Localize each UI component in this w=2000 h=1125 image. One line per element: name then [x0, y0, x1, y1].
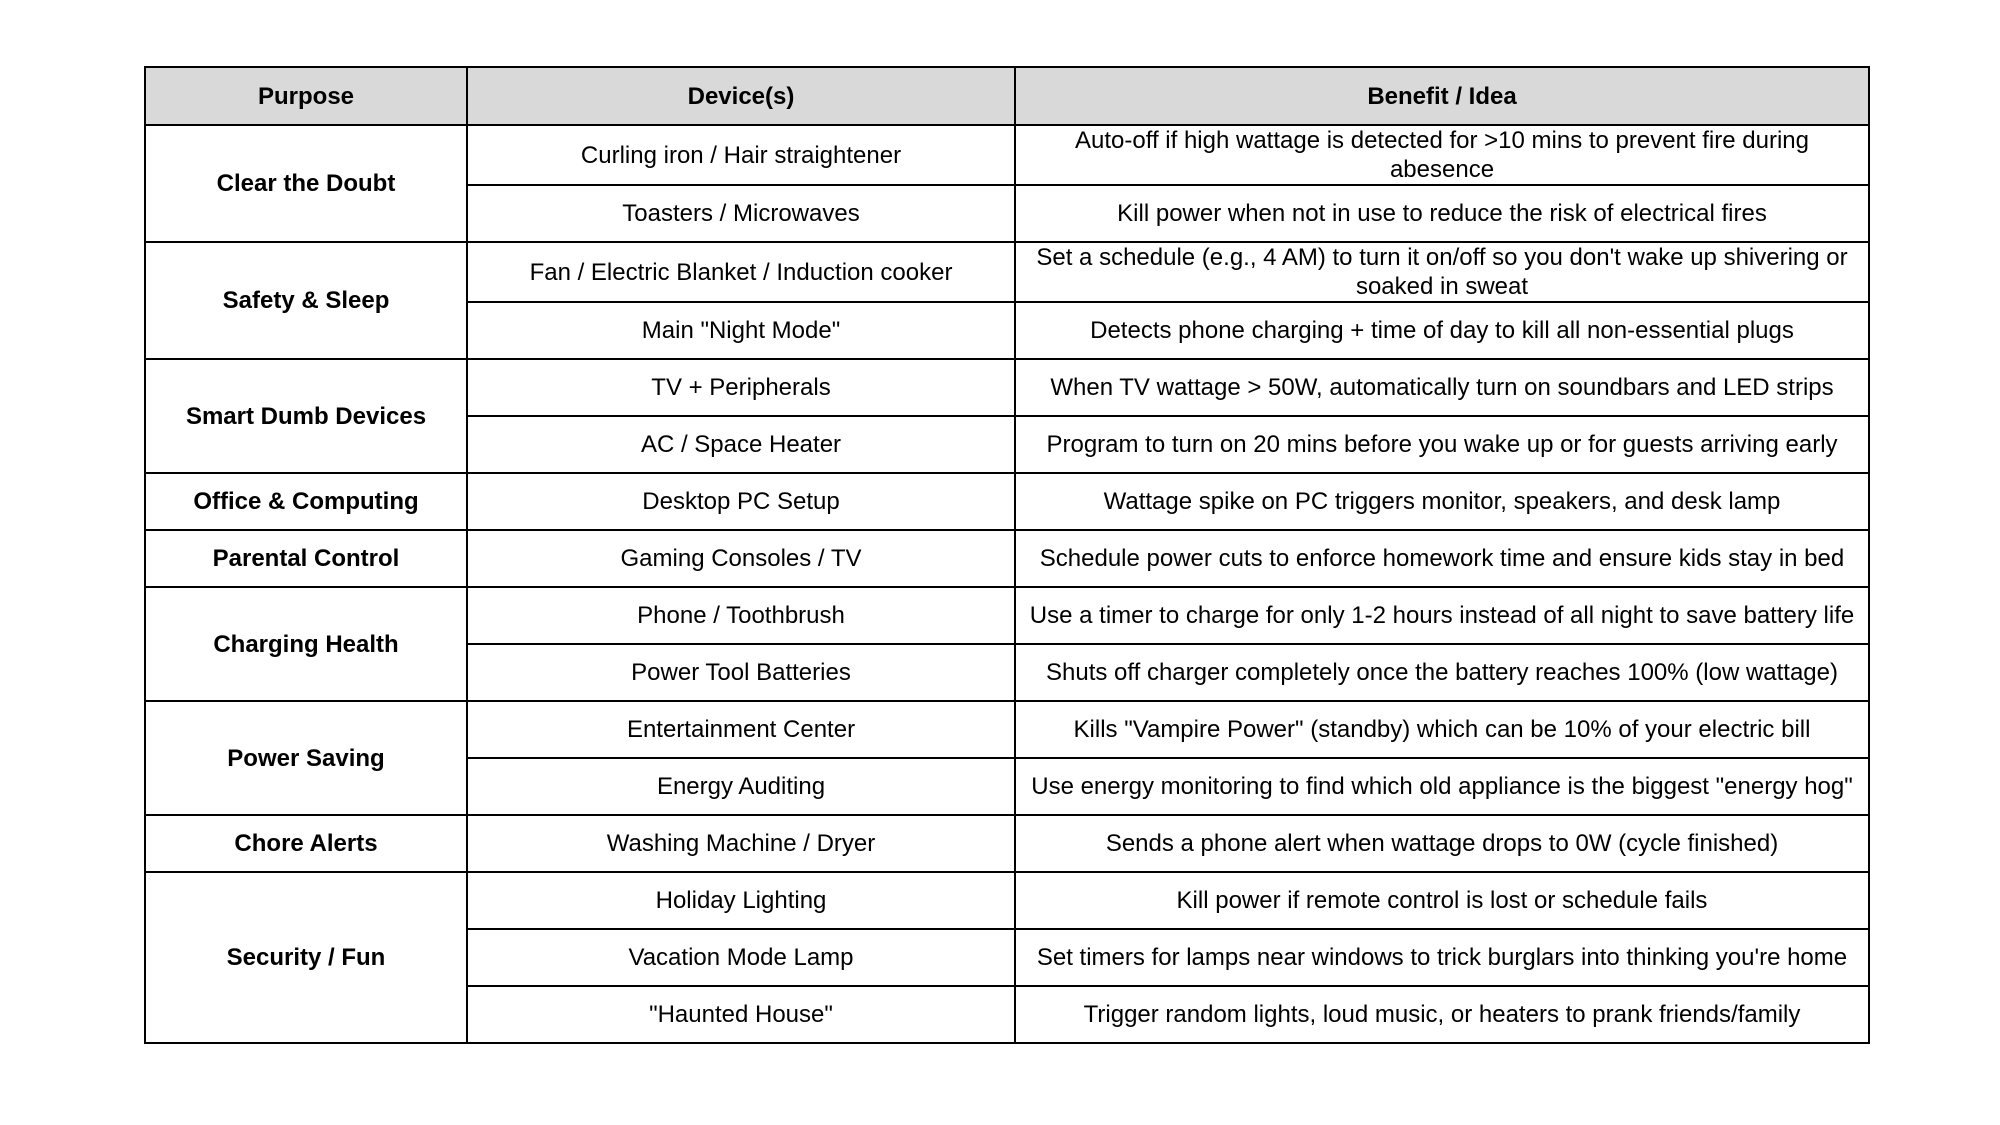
purpose-cell: Chore Alerts — [145, 815, 467, 872]
device-cell: TV + Peripherals — [467, 359, 1015, 416]
benefit-cell: Sends a phone alert when wattage drops to 0W (cycle finished) — [1015, 815, 1869, 872]
benefit-cell: Kills "Vampire Power" (standby) which can be 10% of your electric bill — [1015, 701, 1869, 758]
device-cell: Washing Machine / Dryer — [467, 815, 1015, 872]
table-row — [145, 701, 1869, 758]
device-cell: Phone / Toothbrush — [467, 587, 1015, 644]
purpose-cell: Parental Control — [145, 530, 467, 587]
benefit-cell: Detects phone charging + time of day to kill all non-essential plugs — [1015, 302, 1869, 359]
header-purpose: Purpose — [145, 67, 467, 125]
device-cell: Curling iron / Hair straightener — [467, 125, 1015, 185]
header-row — [145, 67, 1869, 125]
benefit-cell: Kill power if remote control is lost or schedule fails — [1015, 872, 1869, 929]
benefit-cell: When TV wattage > 50W, automatically turn on soundbars and LED strips — [1015, 359, 1869, 416]
header-devices: Device(s) — [467, 67, 1015, 125]
benefit-cell: Set a schedule (e.g., 4 AM) to turn it on/off so you don't wake up shivering or soaked in sweat — [1015, 242, 1869, 302]
device-cell: Toasters / Microwaves — [467, 185, 1015, 242]
purpose-cell: Safety & Sleep — [145, 242, 467, 359]
benefit-cell: Use energy monitoring to find which old appliance is the biggest "energy hog" — [1015, 758, 1869, 815]
device-cell: Main "Night Mode" — [467, 302, 1015, 359]
table-row — [145, 815, 1869, 872]
benefit-cell: Auto-off if high wattage is detected for >10 mins to prevent fire during abesence — [1015, 125, 1869, 185]
header-benefit: Benefit / Idea — [1015, 67, 1869, 125]
benefit-cell: Trigger random lights, loud music, or heaters to prank friends/family — [1015, 986, 1869, 1043]
device-cell: Power Tool Batteries — [467, 644, 1015, 701]
device-cell: Fan / Electric Blanket / Induction cooker — [467, 242, 1015, 302]
smart-plug-uses-table-container — [144, 66, 1868, 1044]
device-cell: Desktop PC Setup — [467, 473, 1015, 530]
table-row — [145, 359, 1869, 416]
table-row — [145, 125, 1869, 185]
device-cell: AC / Space Heater — [467, 416, 1015, 473]
table-body — [145, 125, 1869, 1043]
device-cell: Energy Auditing — [467, 758, 1015, 815]
benefit-cell: Schedule power cuts to enforce homework time and ensure kids stay in bed — [1015, 530, 1869, 587]
purpose-cell: Smart Dumb Devices — [145, 359, 467, 473]
benefit-cell: Set timers for lamps near windows to trick burglars into thinking you're home — [1015, 929, 1869, 986]
smart-plug-uses-table — [144, 66, 1870, 1044]
device-cell: Entertainment Center — [467, 701, 1015, 758]
table-row — [145, 242, 1869, 302]
purpose-cell: Clear the Doubt — [145, 125, 467, 242]
table-row — [145, 473, 1869, 530]
purpose-cell: Power Saving — [145, 701, 467, 815]
benefit-cell: Use a timer to charge for only 1-2 hours instead of all night to save battery life — [1015, 587, 1869, 644]
benefit-cell: Kill power when not in use to reduce the risk of electrical fires — [1015, 185, 1869, 242]
purpose-cell: Office & Computing — [145, 473, 467, 530]
table-row — [145, 530, 1869, 587]
purpose-cell: Charging Health — [145, 587, 467, 701]
purpose-cell: Security / Fun — [145, 872, 467, 1043]
device-cell: "Haunted House" — [467, 986, 1015, 1043]
device-cell: Vacation Mode Lamp — [467, 929, 1015, 986]
device-cell: Holiday Lighting — [467, 872, 1015, 929]
table-row — [145, 587, 1869, 644]
benefit-cell: Shuts off charger completely once the battery reaches 100% (low wattage) — [1015, 644, 1869, 701]
table-row — [145, 872, 1869, 929]
benefit-cell: Wattage spike on PC triggers monitor, speakers, and desk lamp — [1015, 473, 1869, 530]
benefit-cell: Program to turn on 20 mins before you wake up or for guests arriving early — [1015, 416, 1869, 473]
device-cell: Gaming Consoles / TV — [467, 530, 1015, 587]
